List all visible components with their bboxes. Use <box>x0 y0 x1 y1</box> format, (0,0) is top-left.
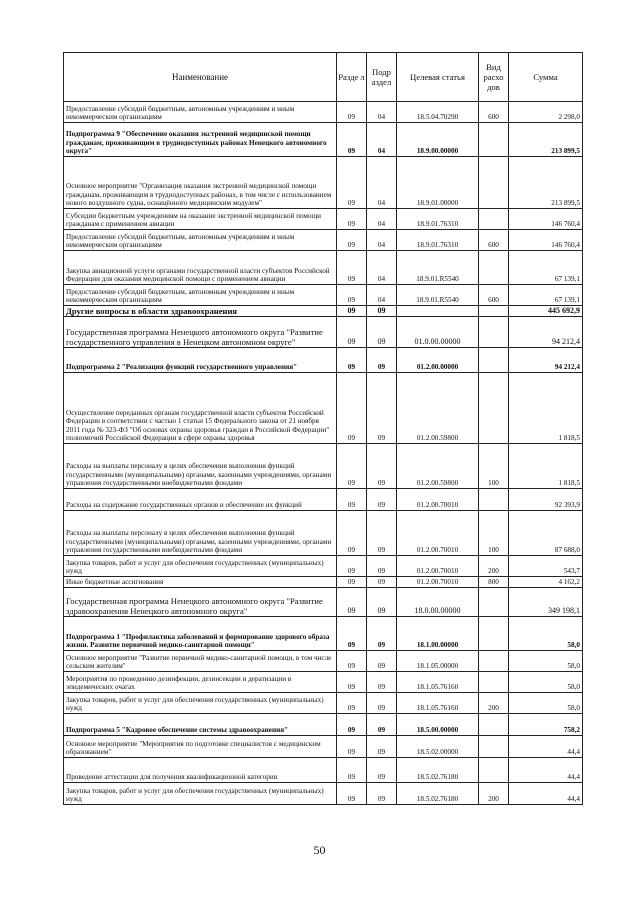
row-target-cell: 01.0.00.00000 <box>397 317 479 348</box>
row-podrazdel-cell: 09 <box>367 651 397 672</box>
row-podrazdel-cell: 04 <box>367 209 397 230</box>
row-sum-cell: 44,4 <box>509 783 583 805</box>
row-name-cell: Закупка товаров, работ и услуг для обеспечения государственных (муниципальных) нужд <box>64 693 337 714</box>
row-razdel-cell: 09 <box>337 123 367 157</box>
row-podrazdel-cell: 04 <box>367 251 397 285</box>
row-podrazdel-cell: 09 <box>367 489 397 511</box>
row-name-cell: Осуществление переданных органам государственной власти субъектов Российской Федерации в соответствии с частью 1 статьи 15 Федерального закона от 21 ноября 2011 года № 323-ФЗ "Об основах охраны здоровья граждан в Российской Федерации" полномочий Российской Федерации в сфере охраны здоровья <box>64 373 337 444</box>
row-target-cell: 18.5.02.00000 <box>397 736 479 758</box>
row-podrazdel-cell: 04 <box>367 102 397 123</box>
row-sum-cell: 94 212,4 <box>509 348 583 373</box>
row-vid-cell: 100 <box>479 511 509 556</box>
row-sum-cell: 213 899,5 <box>509 123 583 157</box>
row-podrazdel-cell: 09 <box>367 736 397 758</box>
row-target-cell: 18.5.00.00000 <box>397 714 479 736</box>
row-sum-cell: 58,0 <box>509 651 583 672</box>
header-name: Наименование <box>64 53 337 102</box>
row-name-cell: Предоставление субсидий бюджетным, автономным учреждениям и иным некоммерческим организациям <box>64 230 337 251</box>
row-vid-cell <box>479 306 509 317</box>
header-sum: Сумма <box>509 53 583 102</box>
row-vid-cell <box>479 651 509 672</box>
row-name-cell: Другие вопросы в области здравоохранения <box>64 306 337 317</box>
table-row <box>64 511 583 556</box>
row-razdel-cell: 09 <box>337 373 367 444</box>
row-razdel-cell: 09 <box>337 444 367 489</box>
row-vid-cell <box>479 373 509 444</box>
row-razdel-cell: 09 <box>337 758 367 783</box>
row-podrazdel-cell: 09 <box>367 577 397 588</box>
table-row <box>64 306 583 317</box>
row-razdel-cell: 09 <box>337 102 367 123</box>
row-sum-cell: 445 692,9 <box>509 306 583 317</box>
row-vid-cell <box>479 123 509 157</box>
row-name-cell: Основное мероприятие "Мероприятия по подготовке специалистов с медицинским образованием" <box>64 736 337 758</box>
row-podrazdel-cell: 04 <box>367 285 397 306</box>
row-sum-cell: 87 688,0 <box>509 511 583 556</box>
row-podrazdel-cell: 04 <box>367 230 397 251</box>
row-target-cell: 18.9.01.76310 <box>397 209 479 230</box>
row-razdel-cell: 09 <box>337 348 367 373</box>
row-target-cell: 18.9.00.00000 <box>397 123 479 157</box>
table-row <box>64 693 583 714</box>
row-podrazdel-cell: 09 <box>367 373 397 444</box>
table-row <box>64 556 583 577</box>
row-name-cell: Закупка товаров, работ и услуг для обеспечения государственных (муниципальных) нужд <box>64 556 337 577</box>
row-vid-cell <box>479 588 509 617</box>
row-vid-cell <box>479 251 509 285</box>
row-razdel-cell: 09 <box>337 306 367 317</box>
row-target-cell: 01.2.00.59800 <box>397 373 479 444</box>
table-row <box>64 123 583 157</box>
row-name-cell: Подпрограмма 2 "Реализация функций государственного управления" <box>64 348 337 373</box>
row-sum-cell: 543,7 <box>509 556 583 577</box>
row-vid-cell: 200 <box>479 783 509 805</box>
row-razdel-cell: 09 <box>337 693 367 714</box>
table-row <box>64 577 583 588</box>
table-row <box>64 444 583 489</box>
row-podrazdel-cell: 09 <box>367 511 397 556</box>
row-name-cell: Предоставление субсидий бюджетным, автономным учреждениям и иным некоммерческим организациям <box>64 102 337 123</box>
row-vid-cell: 800 <box>479 577 509 588</box>
table-row <box>64 783 583 805</box>
row-razdel-cell: 09 <box>337 251 367 285</box>
table-row <box>64 588 583 617</box>
row-sum-cell: 58,0 <box>509 617 583 651</box>
row-podrazdel-cell: 09 <box>367 714 397 736</box>
row-razdel-cell: 09 <box>337 489 367 511</box>
row-podrazdel-cell: 04 <box>367 157 397 209</box>
table-row <box>64 102 583 123</box>
row-target-cell: 18.9.01.00000 <box>397 157 479 209</box>
row-sum-cell: 2 298,0 <box>509 102 583 123</box>
table-row <box>64 285 583 306</box>
row-target-cell: 18.0.00.00000 <box>397 588 479 617</box>
row-razdel-cell: 09 <box>337 556 367 577</box>
table-row <box>64 617 583 651</box>
header-razdel: Разде л <box>337 53 367 102</box>
row-vid-cell <box>479 209 509 230</box>
row-sum-cell: 44,4 <box>509 736 583 758</box>
table-row <box>64 714 583 736</box>
row-name-cell: Подпрограмма 9 "Обеспечение оказания экстренной медицинской помощи гражданам, проживающим в труднодоступных районах Ненецкого автономного округа" <box>64 123 337 157</box>
row-name-cell: Закупка товаров, работ и услуг для обеспечения государственных (муниципальных) нужд <box>64 783 337 805</box>
row-name-cell: Предоставление субсидий бюджетным, автономным учреждениям и иным некоммерческим организациям <box>64 285 337 306</box>
row-sum-cell: 349 198,1 <box>509 588 583 617</box>
row-vid-cell: 200 <box>479 556 509 577</box>
row-target-cell: 01.2.00.70010 <box>397 577 479 588</box>
row-razdel-cell: 09 <box>337 588 367 617</box>
row-name-cell: Иные бюджетные ассигнования <box>64 577 337 588</box>
row-name-cell: Государственная программа Ненецкого автономного округа "Развитие государственного управления в Ненецком автономном округе" <box>64 317 337 348</box>
row-sum-cell: 58,0 <box>509 672 583 693</box>
row-target-cell: 01.2.00.70010 <box>397 489 479 511</box>
row-target-cell <box>397 306 479 317</box>
row-target-cell: 18.5.02.76180 <box>397 758 479 783</box>
row-target-cell: 18.1.05.76160 <box>397 693 479 714</box>
row-vid-cell <box>479 672 509 693</box>
table-row <box>64 157 583 209</box>
row-vid-cell: 600 <box>479 285 509 306</box>
row-target-cell: 01.2.00.59800 <box>397 444 479 489</box>
row-name-cell: Расходы на содержание государственных органов и обеспечение их функций <box>64 489 337 511</box>
row-name-cell: Проведение аттестации для получения квалификационной категории <box>64 758 337 783</box>
row-sum-cell: 4 162,2 <box>509 577 583 588</box>
table-row <box>64 348 583 373</box>
row-vid-cell <box>479 157 509 209</box>
row-target-cell: 18.1.05.00000 <box>397 651 479 672</box>
row-razdel-cell: 09 <box>337 736 367 758</box>
row-name-cell: Основное мероприятие "Развитие первичной медико-санитарной помощи, в том числе сельским жителям" <box>64 651 337 672</box>
row-vid-cell <box>479 714 509 736</box>
table-row <box>64 672 583 693</box>
row-razdel-cell: 09 <box>337 617 367 651</box>
table-row <box>64 758 583 783</box>
row-podrazdel-cell: 09 <box>367 693 397 714</box>
row-vid-cell <box>479 758 509 783</box>
row-target-cell: 18.5.04.70290 <box>397 102 479 123</box>
row-name-cell: Мероприятия по проведению дезинфекции, дезинсекции и дератизации в эпидемических очагах <box>64 672 337 693</box>
row-podrazdel-cell: 09 <box>367 348 397 373</box>
row-sum-cell: 94 212,4 <box>509 317 583 348</box>
budget-page <box>63 52 582 805</box>
row-vid-cell <box>479 317 509 348</box>
table-row <box>64 230 583 251</box>
table-row <box>64 317 583 348</box>
budget-table <box>63 52 583 805</box>
row-vid-cell: 100 <box>479 444 509 489</box>
row-podrazdel-cell: 09 <box>367 317 397 348</box>
header-vid: Вид расхо дов <box>479 53 509 102</box>
row-razdel-cell: 09 <box>337 651 367 672</box>
row-name-cell: Подпрограмма 1 "Профилактика заболеваний и формирование здорового образа жизни. Развитие первичной медико-санитарной помощи" <box>64 617 337 651</box>
row-sum-cell: 58,0 <box>509 693 583 714</box>
row-target-cell: 18.9.01.76310 <box>397 230 479 251</box>
row-podrazdel-cell: 04 <box>367 123 397 157</box>
row-target-cell: 01.2.00.00000 <box>397 348 479 373</box>
header-podrazdel: Подр аздел <box>367 53 397 102</box>
row-vid-cell <box>479 489 509 511</box>
row-name-cell: Подпрограмма 5 "Кадровое обеспечение системы здравоохранения" <box>64 714 337 736</box>
row-podrazdel-cell: 09 <box>367 588 397 617</box>
table-row <box>64 209 583 230</box>
row-name-cell: Закупка авиационной услуги органами государственной власти субъектов Российской Федерации для оказания медицинской помощи с применением авиации <box>64 251 337 285</box>
row-razdel-cell: 09 <box>337 285 367 306</box>
row-vid-cell <box>479 617 509 651</box>
row-podrazdel-cell: 09 <box>367 617 397 651</box>
row-vid-cell: 600 <box>479 230 509 251</box>
row-sum-cell: 146 760,4 <box>509 230 583 251</box>
row-name-cell: Расходы на выплаты персоналу в целях обеспечения выполнения функций государственными (муниципальными) органами, казенными учреждениями, органами управления государственными внебюджетными фондами <box>64 444 337 489</box>
row-sum-cell: 1 818,5 <box>509 444 583 489</box>
row-razdel-cell: 09 <box>337 783 367 805</box>
row-target-cell: 18.1.05.76160 <box>397 672 479 693</box>
row-target-cell: 18.9.01.R5540 <box>397 285 479 306</box>
row-podrazdel-cell: 09 <box>367 783 397 805</box>
row-podrazdel-cell: 09 <box>367 444 397 489</box>
row-target-cell: 18.9.01.R5540 <box>397 251 479 285</box>
row-sum-cell: 44,4 <box>509 758 583 783</box>
row-sum-cell: 67 139,1 <box>509 285 583 306</box>
row-sum-cell: 758,2 <box>509 714 583 736</box>
row-vid-cell: 200 <box>479 693 509 714</box>
row-vid-cell <box>479 348 509 373</box>
row-razdel-cell: 09 <box>337 157 367 209</box>
table-row <box>64 251 583 285</box>
row-razdel-cell: 09 <box>337 714 367 736</box>
row-sum-cell: 92 393,9 <box>509 489 583 511</box>
row-target-cell: 01.2.00.70010 <box>397 556 479 577</box>
row-sum-cell: 213 899,5 <box>509 157 583 209</box>
row-razdel-cell: 09 <box>337 511 367 556</box>
row-podrazdel-cell: 09 <box>367 672 397 693</box>
row-vid-cell <box>479 736 509 758</box>
row-razdel-cell: 09 <box>337 209 367 230</box>
table-row <box>64 736 583 758</box>
table-header <box>64 53 583 102</box>
row-sum-cell: 1 818,5 <box>509 373 583 444</box>
row-target-cell: 18.1.00.00000 <box>397 617 479 651</box>
row-name-cell: Расходы на выплаты персоналу в целях обеспечения выполнения функций государственными (муниципальными) органами, казенными учреждениями, органами управления государственными внебюджетными фондами <box>64 511 337 556</box>
table-row <box>64 651 583 672</box>
table-row <box>64 489 583 511</box>
table-row <box>64 373 583 444</box>
row-razdel-cell: 09 <box>337 577 367 588</box>
row-name-cell: Основное мероприятие "Организация оказания экстренной медицинской помощи гражданам, проживающим в труднодоступных районах, в том числе с использованием нового воздушного судна, оснащённого медицинским модулем" <box>64 157 337 209</box>
row-podrazdel-cell: 09 <box>367 306 397 317</box>
row-sum-cell: 67 139,1 <box>509 251 583 285</box>
table-body <box>64 102 583 805</box>
row-podrazdel-cell: 09 <box>367 758 397 783</box>
header-target: Целевая статья <box>397 53 479 102</box>
row-name-cell: Субсидии бюджетным учреждениям на оказание экстренной медицинской помощи гражданам с применением авиации <box>64 209 337 230</box>
row-vid-cell: 600 <box>479 102 509 123</box>
row-sum-cell: 146 760,4 <box>509 209 583 230</box>
row-name-cell: Государственная программа Ненецкого автономного округа "Развитие здравоохранения Ненецкого автономного округа" <box>64 588 337 617</box>
row-target-cell: 01.2.00.70010 <box>397 511 479 556</box>
row-razdel-cell: 09 <box>337 317 367 348</box>
row-razdel-cell: 09 <box>337 672 367 693</box>
row-podrazdel-cell: 09 <box>367 556 397 577</box>
page-number: 50 <box>313 843 326 857</box>
row-razdel-cell: 09 <box>337 230 367 251</box>
row-target-cell: 18.5.02.76180 <box>397 783 479 805</box>
